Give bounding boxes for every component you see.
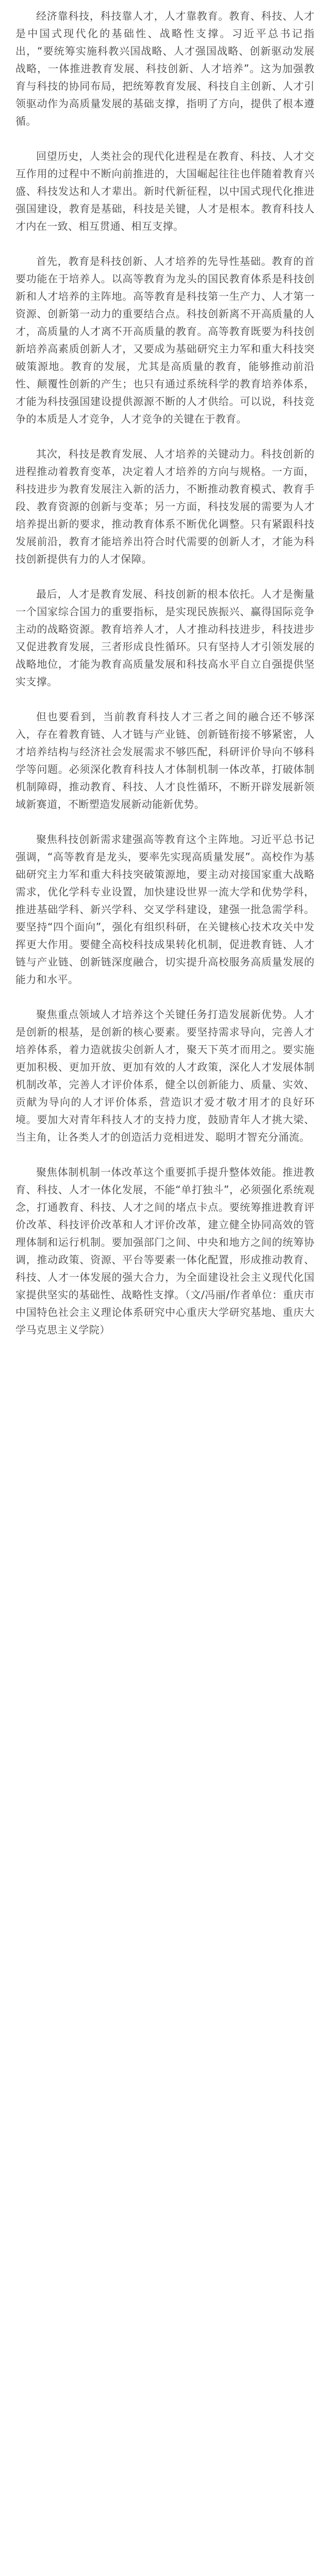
paragraph-8: 聚焦重点领域人才培养这个关键任务打造发展新优势。人才是创新的根基，是创新的核心要素。要坚持需求导向，完善人才培养体系，着力造就拔尖创新人才，聚天下英才而用之。要实施更加积极、更加开放、更加有效的人才政策，深化人才发展体制机制改革，完善人才评价体系，健全以创新能力、质量、实效、贡献为导向的人才评价体系，营造识才爱才敬才用才的良好环境。要加大对青年科技人才的支持力度，鼓励青年人才挑大梁、当主角，让各类人才的创造活力竞相迸发、聪明才智充分涌流。 xyxy=(15,1008,315,1143)
paragraph-3: 首先，教育是科技创新、人才培养的先导性基础。教育的首要功能在于培养人。以高等教育为龙头的国民教育体系是科技创新和人才培养的主阵地。高等教育是科技第一生产力、人才第一资源、创新第一动力的重要结合点。科技创新离不开高质量的人才，高质量的人才离不开高质量的教育。高等教育既要为科技创新培养高素质创新人才，又要成为基础研究主力军和重大科技突破策源地。教育的发展，尤其是高质量的教育，能够推动前沿性、颠覆性创新的产生；也只有通过系统科学的教育培养体系，才能为科技强国建设提供源源不断的人才供给。可以说，科技竞争的本质是人才竞争，人才竞争的关键在于教育。 xyxy=(15,255,315,425)
paragraph-2: 回望历史，人类社会的现代化进程是在教育、科技、人才交互作用的过程中不断向前推进的，大国崛起往往也伴随着教育兴盛、科技发达和人才辈出。新时代新征程，以中国式现代化推进强国建设，教育是基础，科技是关键，人才是根本。教育科技人才内在一致、相互贯通、相互支撑。 xyxy=(15,150,315,232)
paragraph-5: 最后，人才是教育发展、科技创新的根本依托。人才是衡量一个国家综合国力的重要指标，是实现民族振兴、赢得国际竞争主动的战略资源。教育培养人才，人才推动科技进步，科技进步又促进教育发展，三者形成良性循环。只有坚持人才引领发展的战略地位，才能为教育高质量发展和科技高水平自立自强提供坚实支撑。 xyxy=(15,588,315,688)
paragraph-4: 其次，科技是教育发展、人才培养的关键动力。科技创新的进程推动着教育变革，决定着人才培养的方向与规格。一方面，科技进步为教育发展注入新的活力，不断推动教育模式、教育手段、教育资源的创新与变革；另一方面，科技发展的需要为人才培养提出新的要求，推动教育体系不断优化调整。只有紧跟科技发展前沿，教育才能培养出符合时代需要的创新人才，才能为科技创新提供有力的人才保障。 xyxy=(15,448,315,565)
paragraph-9: 聚焦体制机制一体改革这个重要抓手提升整体效能。推进教育、科技、人才一体化发展，不能“单打独斗”，必须强化系统观念，打通教育、科技、人才之间的堵点卡点。要统筹推进教育评价改革、科技评价改革和人才评价改革，建立健全协同高效的管理体制和运行机制。要加强部门之间、中央和地方之间的统筹协调，推动政策、资源、平台等要素一体化配置，形成推动教育、科技、人才一体发展的强大合力，为全面建设社会主义现代化国家提供坚实的基础性、战略性支撑。（文/冯丽/作者单位：重庆市中国特色社会主义理论体系研究中心重庆大学研究基地、重庆大学马克思主义学院） xyxy=(15,1166,315,1336)
paragraph-7: 聚焦科技创新需求建强高等教育这个主阵地。习近平总书记强调，“高等教育是龙头，要率先实现高质量发展”。高校作为基础研究主力军和重大科技突破策源地，要主动对接国家重大战略需求，优化学科专业设置，加快建设世界一流大学和优势学科，推进基础学科、新兴学科、交叉学科建设，建强一批急需学科。要坚持“四个面向”，强化有组织科研，在关键核心技术攻关中发挥更大作用。要健全高校科技成果转化机制，促进教育链、人才链与产业链、创新链深度融合，切实提升高校服务高质量发展的能力和水平。 xyxy=(15,833,315,986)
paragraph-6: 但也要看到，当前教育科技人才三者之间的融合还不够深入，存在着教育链、人才链与产业链、创新链衔接不够紧密，人才培养结构与经济社会发展需求不够匹配，科研评价导向不够科学等问题。必须深化教育科技人才体制机制一体改革，打破体制机制障碍，推动教育、科技、人才良性循环，不断开辟发展新领域新赛道，不断塑造发展新动能新优势。 xyxy=(15,710,315,810)
paragraph-1: 经济靠科技，科技靠人才，人才靠教育。教育、科技、人才是中国式现代化的基础性、战略性支撑。习近平总书记指出，“要统筹实施科教兴国战略、人才强国战略、创新驱动发展战略，一体推进教育发展、科技创新、人才培养”。这为加强教育与科技的协同布局，把统筹教育发展、科技自主创新、人才引领驱动作为高质量发展的基础支撑，指明了方向，提供了根本遵循。 xyxy=(15,10,315,127)
